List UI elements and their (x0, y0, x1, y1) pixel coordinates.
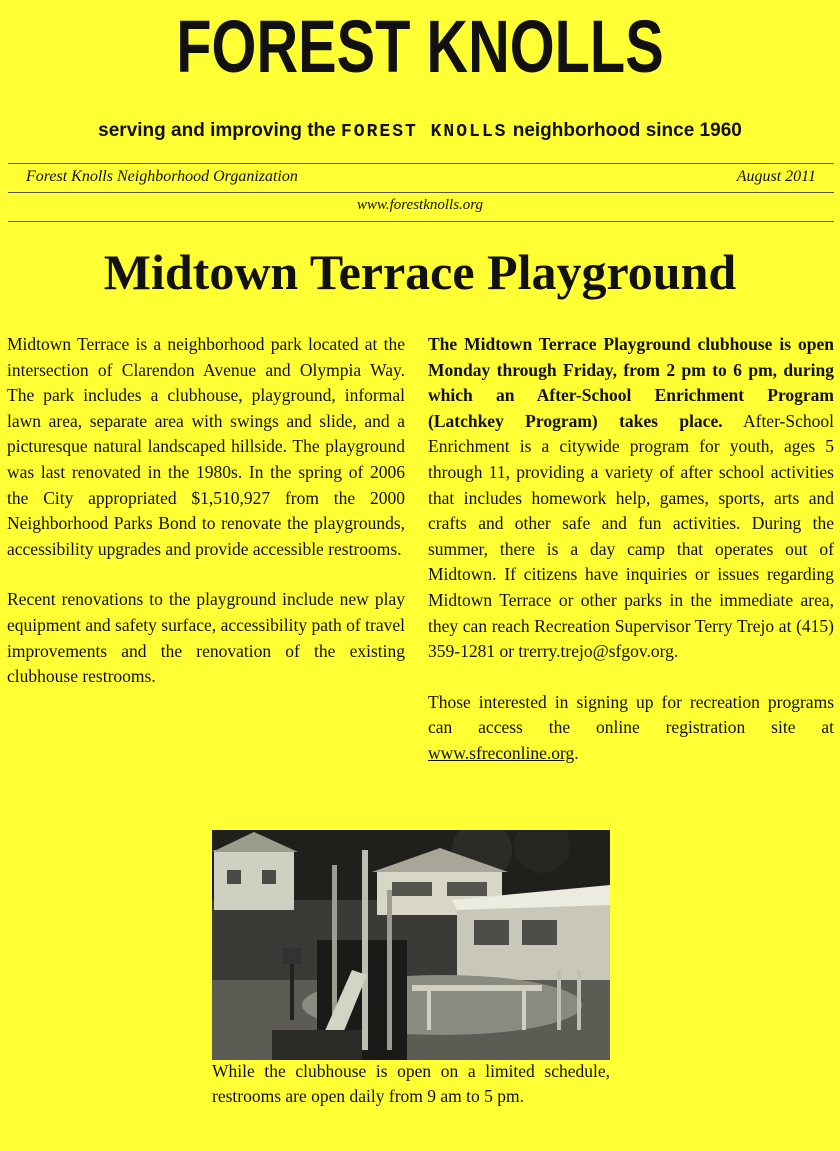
tagline-post: neighborhood since 1960 (512, 120, 742, 141)
registration-end: . (574, 742, 579, 763)
right-paragraph-2 (428, 690, 834, 767)
article-headline: Midtown Terrace Playground (103, 244, 737, 300)
registration-text: Those interested in signing up for recreation programs can access the online registration site at (428, 691, 834, 738)
left-column (7, 332, 405, 715)
website: www.forestknolls.org (356, 197, 484, 213)
organization-name: Forest Knolls Neighborhood Organization (26, 168, 298, 185)
org-line (26, 168, 816, 190)
photo-caption: While the clubhouse is open on a limited schedule, restrooms are open daily from 9 am to 5 pm. (212, 1061, 610, 1106)
top-divider (8, 163, 834, 164)
middle-divider (8, 192, 834, 193)
right-paragraph-1 (428, 332, 834, 665)
left-paragraph-2: Recent renovations to the playground include new play equipment and safety surface, accessibility path of travel improvements and the renovation of the existing clubhouse restrooms. (7, 589, 405, 687)
issue-date: August 2011 (736, 168, 816, 185)
left-paragraph-1: Midtown Terrace is a neighborhood park located at the intersection of Clarendon Avenue and Olympia Way. The park includes a clubhouse, playground, informal lawn area, separate area with swings and slide, and a picturesque natural landscaped hillside. The playground was last renovated in the 1980s. In the spring of 2006 the City appropriated $1,510,927 from the 2000 Neighborhood Parks Bond to renovate the playgrounds, accessibility upgrades and provide accessible restrooms. (7, 334, 405, 559)
masthead (0, 0, 840, 100)
registration-link[interactable]: www.sfreconline.org (428, 742, 575, 763)
masthead-title: FOREST KNOLLS (176, 5, 664, 88)
tagline-pre: serving and improving the (98, 120, 336, 141)
playground-photo (212, 830, 610, 1060)
program-text: After-School Enrichment is a citywide program for youth, ages 5 through 11, providing a variety of after school activities that includes homework help, games, sports, arts and crafts and other safe and fun activities. During the summer, there is a day camp that operates out of Midtown. If citizens have inquiries or issues regarding Midtown Terrace or other parks in the immediate area, they can reach Recreation Supervisor Terry Trejo at (415) 359-1281 or trerry.trejo@sfgov.org. (428, 410, 834, 662)
tagline (0, 120, 840, 142)
bottom-divider (8, 221, 834, 222)
tagline-brand: FOREST KNOLLS (341, 122, 508, 142)
right-column (428, 332, 834, 792)
hours-bold-text: The Midtown Terrace Playground clubhouse is open Monday through Friday, from 2 pm to 6 pm, during which an After-School Enrichment Program (Latchkey Program) takes place. (428, 334, 834, 431)
